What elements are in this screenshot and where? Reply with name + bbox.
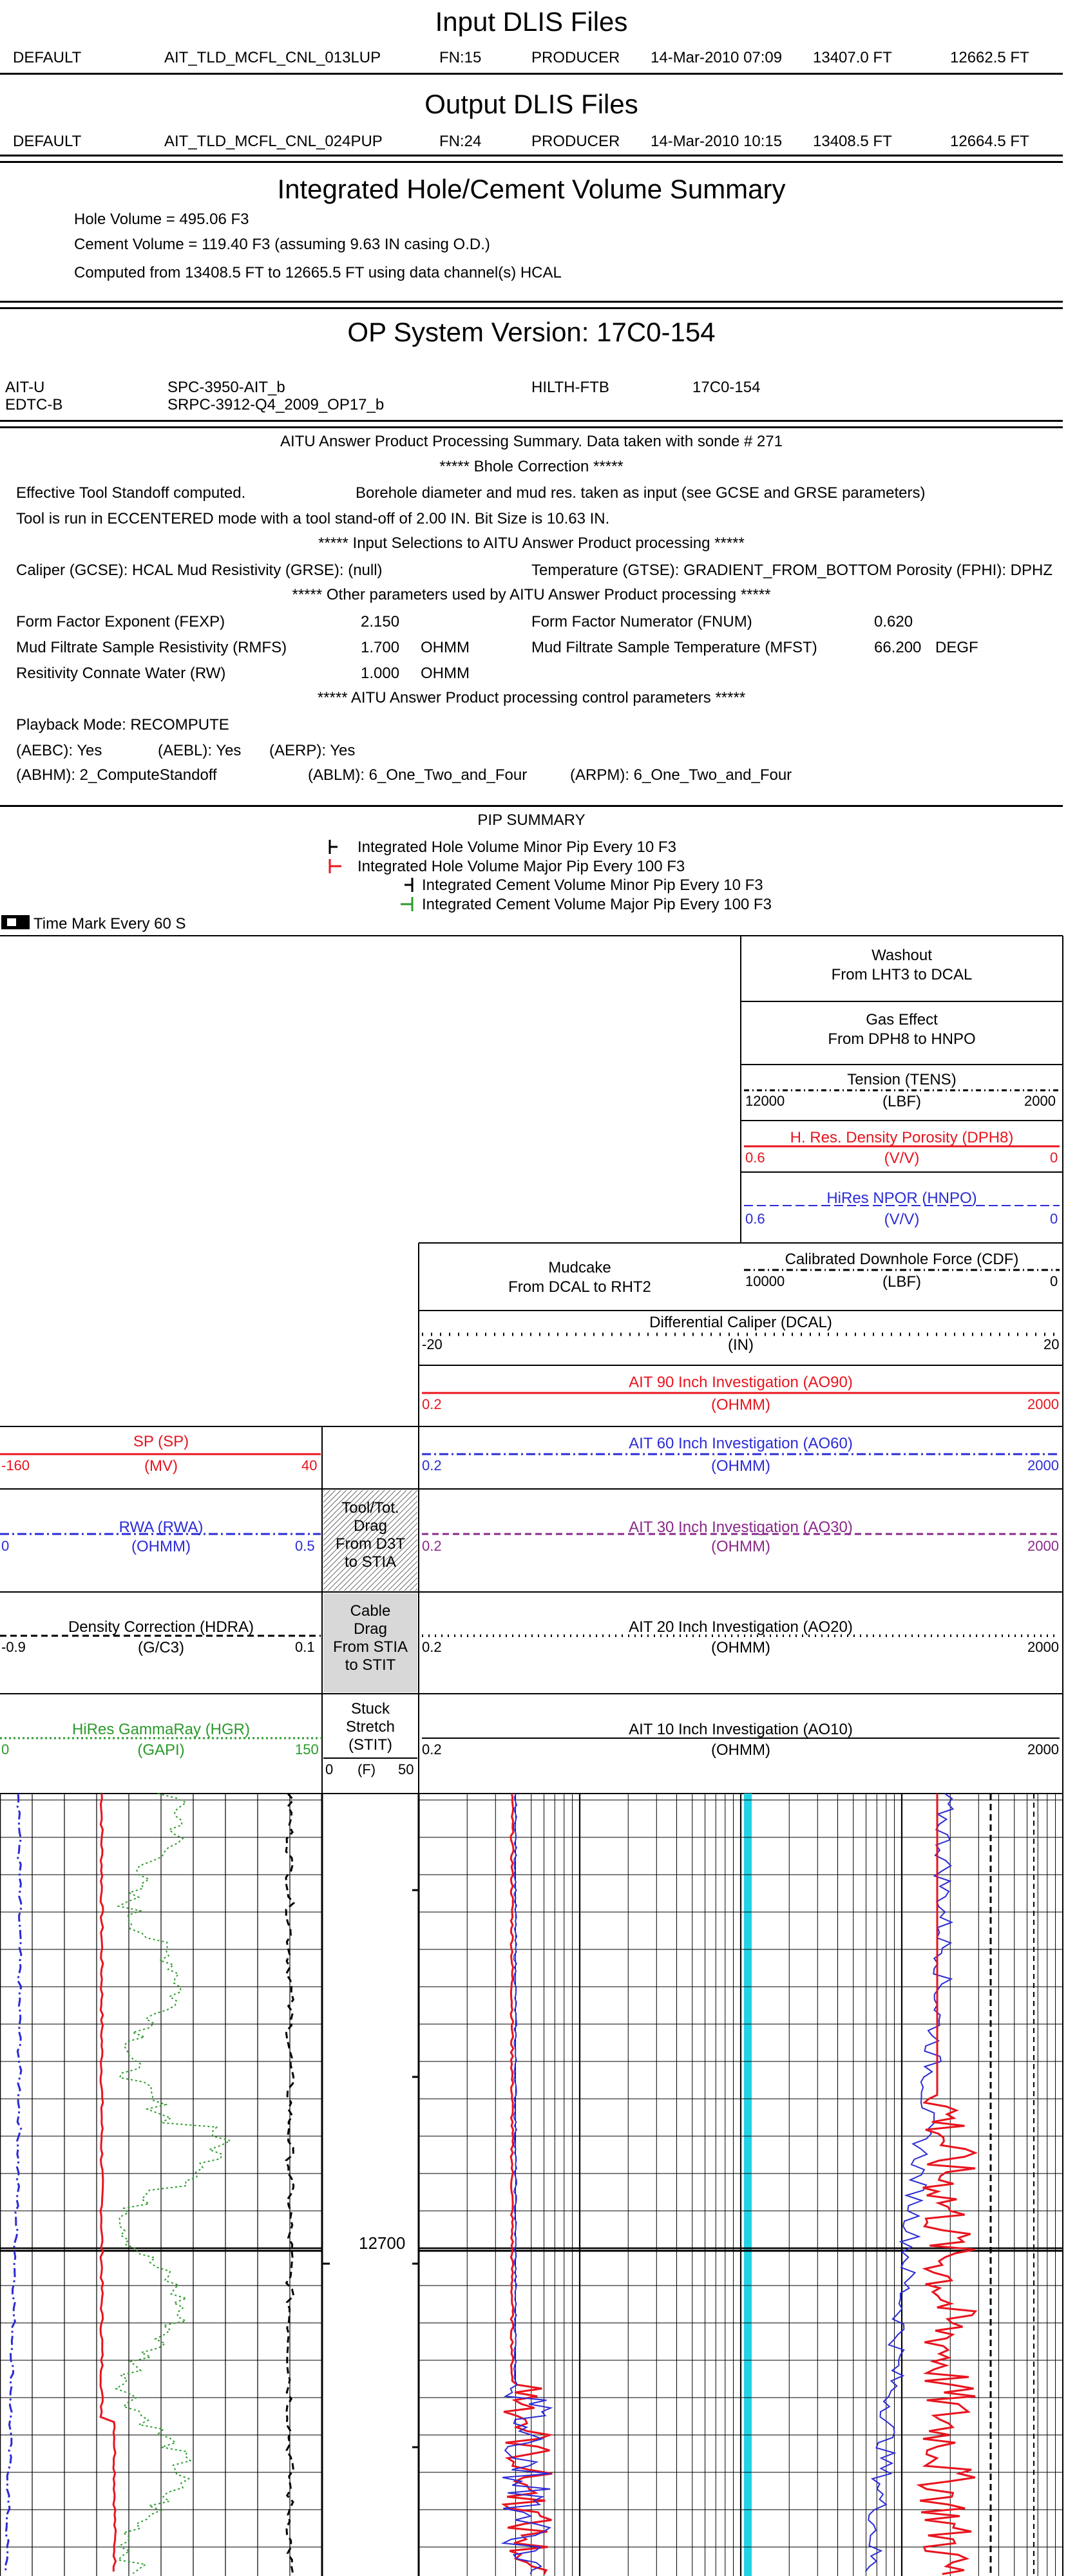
depth-label-12700: 12700: [359, 2233, 406, 2253]
hnpo-left: 0.6: [745, 1211, 765, 1227]
tool-drag-2: Drag: [353, 1517, 388, 1535]
borehole-line: Borehole diameter and mud res. taken as input (see GCSE and GRSE parameters): [356, 484, 926, 502]
dph8-left: 0.6: [745, 1150, 765, 1166]
hnpo-curve: [866, 1794, 953, 2571]
flag-abhm: (ABHM): 2_ComputeStandoff: [16, 766, 217, 784]
pip-cement-minor: Integrated Cement Volume Minor Pip Every 10 F3: [422, 876, 763, 894]
ao90-label: AIT 90 Inch Investigation (AO90): [629, 1374, 853, 1391]
ao20-label: AIT 20 Inch Investigation (AO20): [629, 1618, 853, 1636]
tool-drag-4: to STIA: [344, 1553, 397, 1571]
rwa-left: 0: [1, 1538, 10, 1554]
ao60-left: 0.2: [422, 1457, 442, 1473]
stit-line-2: Stretch: [345, 1718, 395, 1736]
tens-left: 12000: [745, 1093, 785, 1109]
ao10-label: AIT 10 Inch Investigation (AO10): [629, 1721, 853, 1738]
gas-effect-label-2: From DPH8 to HNPO: [828, 1030, 976, 1048]
time-mark: Time Mark Every 60 S: [33, 915, 186, 933]
flag-ablm: (ABLM): 6_One_Two_and_Four: [308, 766, 528, 784]
hgr-left: 0: [1, 1741, 10, 1757]
hole-volume-line: Hole Volume = 495.06 F3: [74, 211, 249, 228]
hgr-curve: [116, 1794, 230, 2573]
input-dlis-title: Input DLIS Files: [435, 6, 628, 37]
ao10-unit: (OHMM): [711, 1741, 770, 1759]
computed-from-line: Computed from 13408.5 FT to 12665.5 FT using data channel(s) HCAL: [74, 264, 562, 281]
ao20-unit: (OHMM): [711, 1639, 770, 1656]
dcal-label: Differential Caliper (DCAL): [649, 1314, 832, 1331]
tens-unit: (LBF): [882, 1093, 921, 1110]
mudcake-label-1: Mudcake: [548, 1259, 611, 1276]
ao30-right: 2000: [1027, 1538, 1059, 1554]
cdf-label: Calibrated Downhole Force (CDF): [785, 1251, 1019, 1268]
ao60-unit: (OHMM): [711, 1457, 770, 1475]
sp-label: SP (SP): [133, 1433, 189, 1450]
sp-unit: (MV): [144, 1457, 178, 1475]
tool-drag-1: Tool/Tot.: [341, 1499, 399, 1517]
dph8-right: 0: [1050, 1150, 1058, 1166]
cable-drag-4: to STIT: [345, 1656, 396, 1674]
standoff-line: Effective Tool Standoff computed.: [16, 484, 246, 502]
flag-aebl: (AEBL): Yes: [158, 742, 242, 759]
tens-label: Tension (TENS): [847, 1071, 957, 1088]
washout-label-1: Washout: [872, 947, 932, 964]
hdra-label: Density Correction (HDRA): [68, 1618, 254, 1636]
op-system-title: OP System Version: 17C0-154: [347, 317, 716, 347]
hdra-unit: (G/C3): [138, 1639, 184, 1656]
ao20-left: 0.2: [422, 1639, 442, 1655]
pip-hole-minor: Integrated Hole Volume Minor Pip Every 10 F3: [357, 838, 676, 856]
ao30-label: AIT 30 Inch Investigation (AO30): [629, 1519, 853, 1536]
stit-right: 50: [398, 1761, 414, 1777]
aitu-title: AITU Answer Product Processing Summary. Data taken with sonde # 271: [280, 433, 783, 450]
hdra-right: 0.1: [295, 1639, 315, 1655]
flag-arpm: (ARPM): 6_One_Two_and_Four: [570, 766, 792, 784]
inputs-caliper: Caliper (GCSE): HCAL Mud Resistivity (GRSE): (null): [16, 562, 383, 579]
dcal-right: 20: [1043, 1336, 1060, 1352]
cdf-unit: (LBF): [882, 1273, 921, 1291]
log-curves: [5, 1794, 975, 2574]
rwa-label: RWA (RWA): [119, 1519, 204, 1536]
hgr-label: HiRes GammaRay (HGR): [71, 1721, 251, 1738]
sp-curve: [100, 1794, 116, 2571]
stit-line-3: (STIT): [348, 1736, 392, 1754]
stit-line-1: Stuck: [350, 1700, 390, 1718]
rwa-curve: [5, 1794, 21, 2573]
dph8-curve: [919, 1794, 975, 2574]
ao30-left: 0.2: [422, 1538, 442, 1554]
ao20-right: 2000: [1027, 1639, 1059, 1655]
hnpo-right: 0: [1050, 1211, 1058, 1227]
volume-summary-title: Integrated Hole/Cement Volume Summary: [277, 174, 786, 204]
stit-left: 0: [325, 1761, 334, 1777]
cable-drag-3: From STIA: [332, 1638, 408, 1656]
sp-right: 40: [301, 1457, 318, 1473]
mudcake-label-2: From DCAL to RHT2: [508, 1278, 651, 1296]
playback-mode: Playback Mode: RECOMPUTE: [16, 716, 229, 734]
bhole-header: ***** Bhole Correction *****: [439, 458, 624, 475]
cdf-left: 10000: [745, 1273, 785, 1289]
stit-unit: (F): [357, 1761, 376, 1777]
log-grid: [0, 1794, 1063, 2576]
dcal-unit: (IN): [728, 1336, 754, 1354]
cyan-band: [744, 1794, 752, 2576]
ao30-unit: (OHMM): [711, 1538, 770, 1555]
ao90-left: 0.2: [422, 1396, 442, 1412]
ao10-left: 0.2: [422, 1741, 442, 1757]
rwa-unit: (OHMM): [131, 1538, 191, 1555]
hdra-left: -0.9: [1, 1639, 26, 1655]
hgr-right: 150: [295, 1741, 319, 1757]
tens-right: 2000: [1024, 1093, 1056, 1109]
flag-aerp: (AERP): Yes: [269, 742, 356, 759]
ao90-unit: (OHMM): [711, 1396, 770, 1414]
eccentered-line: Tool is run in ECCENTERED mode with a tool stand-off of 2.00 IN. Bit Size is 10.63 IN.: [16, 510, 610, 527]
cement-volume-line: Cement Volume = 119.40 F3 (assuming 9.63 IN casing O.D.): [74, 236, 490, 253]
flag-aebc: (AEBC): Yes: [16, 742, 102, 759]
ao10-right: 2000: [1027, 1741, 1059, 1757]
hnpo-unit: (V/V): [884, 1211, 920, 1228]
tool-drag-3: From D3T: [336, 1535, 405, 1553]
dph8-unit: (V/V): [884, 1150, 920, 1167]
cdf-right: 0: [1050, 1273, 1058, 1289]
ao60-right: 2000: [1027, 1457, 1059, 1473]
dcal-left: -20: [422, 1336, 443, 1352]
cable-drag-2: Drag: [353, 1620, 388, 1638]
pip-summary-title: PIP SUMMARY: [477, 811, 586, 829]
ao90-right: 2000: [1027, 1396, 1059, 1412]
inputs-temperature: Temperature (GTSE): GRADIENT_FROM_BOTTOM Porosity (FPHI): DPHZ: [531, 562, 1053, 579]
inputs-header: ***** Input Selections to AITU Answer Product processing *****: [318, 535, 745, 552]
washout-label-2: From LHT3 to DCAL: [831, 966, 973, 983]
rwa-right: 0.5: [295, 1538, 315, 1554]
pip-hole-major: Integrated Hole Volume Major Pip Every 100 F3: [357, 858, 685, 875]
hnpo-label: HiRes NPOR (HNPO): [826, 1189, 977, 1207]
cable-drag-1: Cable: [350, 1602, 391, 1620]
other-header: ***** Other parameters used by AITU Answer Product processing *****: [292, 586, 771, 603]
sp-left: -160: [1, 1457, 30, 1473]
gas-effect-label-1: Gas Effect: [866, 1011, 938, 1028]
dph8-label: H. Res. Density Porosity (DPH8): [790, 1129, 1014, 1146]
ao60-label: AIT 60 Inch Investigation (AO60): [629, 1435, 853, 1452]
output-dlis-title: Output DLIS Files: [424, 89, 638, 119]
pip-cement-major: Integrated Cement Volume Major Pip Every 100 F3: [422, 896, 772, 913]
hgr-unit: (GAPI): [137, 1741, 185, 1759]
control-header: ***** AITU Answer Product processing control parameters *****: [317, 689, 746, 706]
